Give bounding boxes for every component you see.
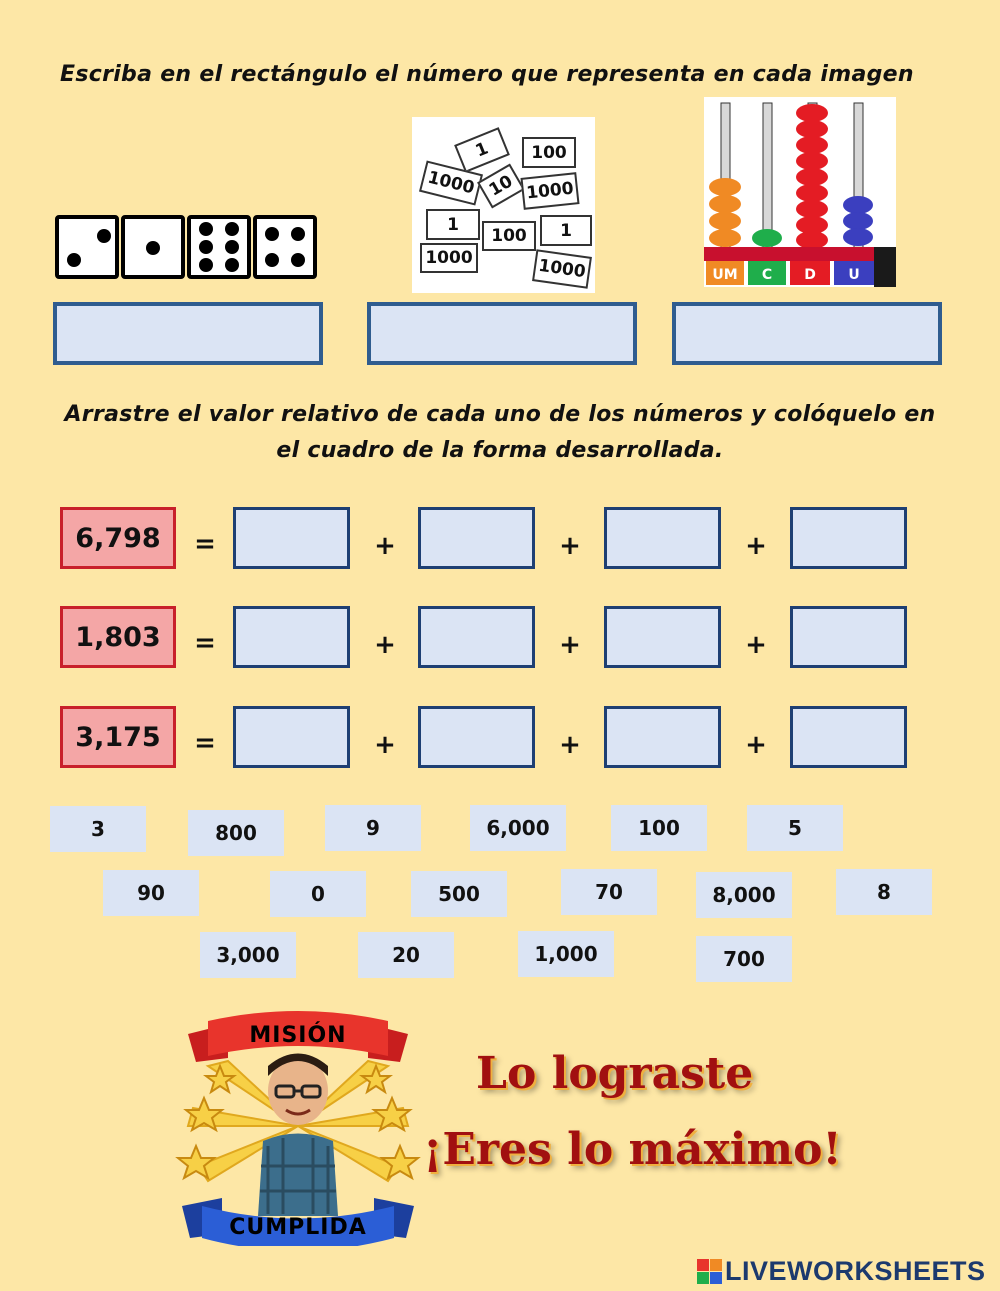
mission-complete-badge [168, 1006, 428, 1246]
drop-slot[interactable] [233, 706, 350, 768]
drag-tile[interactable]: 100 [611, 805, 707, 851]
drop-slot[interactable] [233, 507, 350, 569]
drop-slot[interactable] [418, 507, 535, 569]
bill: 1 [454, 127, 510, 173]
drag-tile[interactable]: 5 [747, 805, 843, 851]
abacus-label-d: D [804, 267, 816, 283]
praise-line-2: ¡Eres lo máximo! [423, 1124, 842, 1175]
answer-box-abacus[interactable] [672, 302, 942, 365]
logo-mark-icon [697, 1259, 722, 1284]
drag-tile[interactable]: 3 [50, 806, 146, 852]
drag-tile[interactable]: 1,000 [518, 931, 614, 977]
bills-image [412, 117, 595, 293]
drag-tile[interactable]: 9 [325, 805, 421, 851]
drag-tile[interactable]: 6,000 [470, 805, 566, 851]
plus-sign: + [374, 531, 396, 561]
drop-slot[interactable] [418, 706, 535, 768]
drag-tile[interactable]: 3,000 [200, 932, 296, 978]
bill: 1 [540, 215, 592, 246]
drop-slot[interactable] [790, 706, 907, 768]
number-box: 6,798 [60, 507, 176, 569]
badge-bottom-text: CUMPLIDA [229, 1215, 367, 1240]
bill: 1000 [532, 249, 592, 288]
drag-tile[interactable]: 800 [188, 810, 284, 856]
answer-box-bills[interactable] [367, 302, 637, 365]
drop-slot[interactable] [604, 706, 721, 768]
plus-sign: + [374, 730, 396, 760]
abacus-label-um: UM [712, 267, 738, 283]
badge-top-text: MISIÓN [249, 1023, 347, 1048]
drop-slot[interactable] [418, 606, 535, 668]
badge-drawing [168, 1006, 428, 1246]
plus-sign: + [745, 630, 767, 660]
drag-tile[interactable]: 700 [696, 936, 792, 982]
liveworksheets-logo [697, 1256, 986, 1286]
brand-name: LIVEWORKSHEETS [725, 1255, 986, 1286]
equation-row-2 [60, 606, 920, 668]
drag-tile[interactable]: 500 [411, 871, 507, 917]
abacus-image [704, 97, 896, 287]
bill: 1 [426, 209, 480, 240]
instruction-2-line-2: el cuadro de la forma desarrollada. [276, 438, 724, 463]
drop-slot[interactable] [790, 606, 907, 668]
die-3 [55, 215, 119, 279]
answer-box-dice[interactable] [53, 302, 323, 365]
bill: 1000 [420, 243, 478, 273]
drag-tile[interactable]: 8,000 [696, 872, 792, 918]
abacus-label-u: U [848, 267, 860, 283]
plus-sign: + [559, 630, 581, 660]
plus-sign: + [559, 531, 581, 561]
die-1 [121, 215, 185, 279]
bill: 100 [482, 221, 536, 251]
drag-tile[interactable]: 20 [358, 932, 454, 978]
drop-slot[interactable] [604, 606, 721, 668]
praise-line-1: Lo lograste [476, 1048, 754, 1099]
drag-tile[interactable]: 90 [103, 870, 199, 916]
plus-sign: + [745, 730, 767, 760]
abacus-drawing [704, 97, 896, 287]
bill: 1000 [419, 160, 483, 205]
drag-tile[interactable]: 0 [270, 871, 366, 917]
instruction-1: Escriba en el rectángulo el número que representa en cada imagen [60, 62, 914, 87]
die-4 [253, 215, 317, 279]
drop-slot[interactable] [233, 606, 350, 668]
number-box: 1,803 [60, 606, 176, 668]
equals-sign: = [194, 529, 216, 559]
number-box: 3,175 [60, 706, 176, 768]
drag-tile[interactable]: 70 [561, 869, 657, 915]
instruction-2-line-1: Arrastre el valor relativo de cada uno de los números y colóquelo en [64, 402, 936, 427]
die-6 [187, 215, 251, 279]
dice-image [55, 212, 325, 282]
equals-sign: = [194, 728, 216, 758]
plus-sign: + [559, 730, 581, 760]
drop-slot[interactable] [604, 507, 721, 569]
equation-row-1 [60, 507, 920, 569]
equation-row-3 [60, 706, 920, 768]
bill: 100 [522, 137, 576, 168]
bill: 1000 [520, 172, 579, 210]
bill: 10 [477, 164, 525, 209]
drag-tile[interactable]: 8 [836, 869, 932, 915]
abacus-label-c: C [761, 267, 773, 283]
drop-slot[interactable] [790, 507, 907, 569]
plus-sign: + [745, 531, 767, 561]
equals-sign: = [194, 628, 216, 658]
plus-sign: + [374, 630, 396, 660]
